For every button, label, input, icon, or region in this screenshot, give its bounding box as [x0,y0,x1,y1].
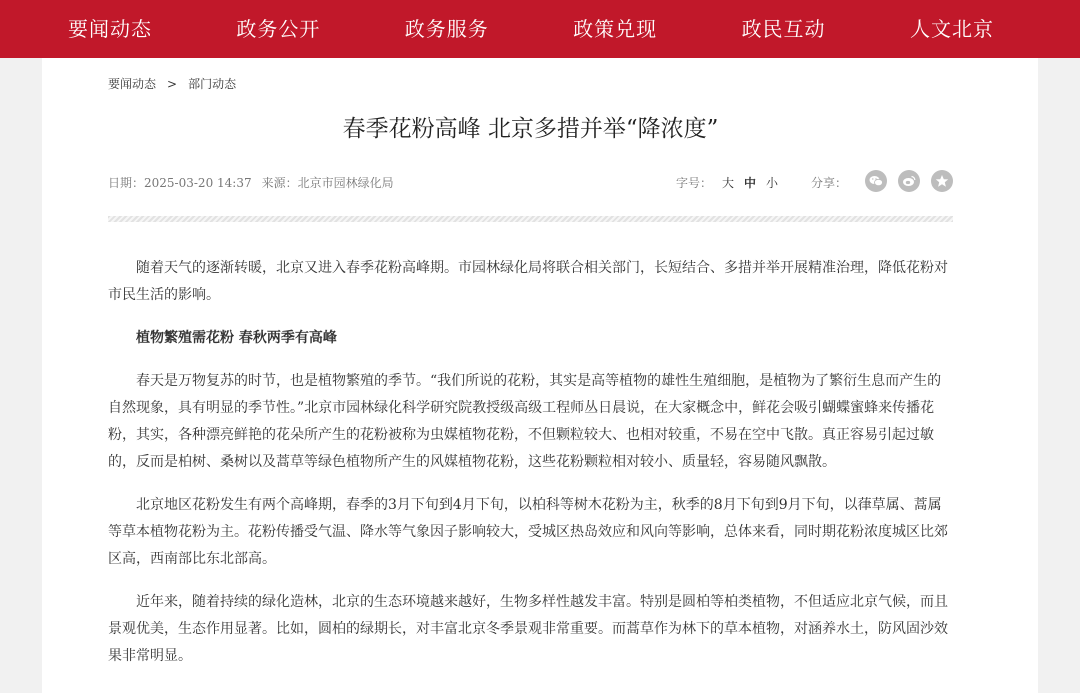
nav-item-culture[interactable]: 人文北京 [909,17,994,41]
article-paragraph: 北京地区花粉发生有两个高峰期，春季的3月下旬到4月下旬，以柏科等树木花粉为主，秋季的8月下旬到9月下旬，以葎草属、蒿属等草本植物花粉为主。花粉传播受气温、降水等气象因子影响较大，受城区热岛效应和风向等影响，总体来看，同时期花粉浓度城区比郊区高，西南部比东北部高。 [108,497,948,567]
date-label: 日期： [108,176,145,190]
font-size-label: 字号： [676,176,713,190]
article-meta [108,171,953,193]
title-divider [108,216,953,222]
article-paragraph: 春天是万物复苏的时节，也是植物繁殖的季节。“我们所说的花粉，其实是高等植物的雄性生殖细胞，是植物为了繁衍生息而产生的自然现象，具有明显的季节性。”北京市园林绿化科学研究院教授级高级工程师丛日晨说，在大家概念中，鲜花会吸引蝴蝶蜜蜂来传播花粉，其实，各种漂亮鲜艳的花朵所产生的花粉被称为虫媒植物花粉，不但颗粒较大、也相对较重，不易在空中飞散。真正容易引起过敏的，反而是柏树、桑树以及蒿草等绿色植物所产生的风媒植物花粉，这些花粉颗粒相对较小、质量轻，容易随风飘散。 [108,373,942,470]
article-body [108,255,953,686]
nav-item-policy[interactable]: 政策兑现 [573,17,658,41]
share-buttons [865,170,964,192]
font-size-large[interactable]: 大 [722,176,735,190]
breadcrumb-level1[interactable]: 要闻动态 [108,77,157,91]
font-size-small[interactable]: 小 [766,176,779,190]
article-subheading: 植物繁殖需花粉 春秋两季有高峰 [136,330,337,346]
content-panel [42,58,1038,693]
share-label: 分享： [811,176,848,190]
article-paragraph: 随着天气的逐渐转暖，北京又进入春季花粉高峰期。市园林绿化局将联合相关部门，长短结合、多措并举开展精准治理，降低花粉对市民生活的影响。 [108,260,948,303]
top-navigation [0,0,1080,58]
nav-item-gov-affairs-open[interactable]: 政务公开 [236,17,321,41]
meta-info [108,174,394,191]
source-label: 来源： [261,176,298,190]
breadcrumb-separator: > [167,77,178,91]
font-size-control [676,174,778,191]
weibo-icon[interactable] [898,170,920,192]
article-paragraph: 近年来，随着持续的绿化造林，北京的生态环境越来越好，生物多样性越发丰富。特别是圆柏等柏类植物，不但适应北京气候，而且景观优美，生态作用显著。比如，圆柏的绿期长，对丰富北京冬季景观非常重要。而蒿草作为林下的草本植物，对涵养水土，防风固沙效果非常明显。 [108,594,948,664]
wechat-icon[interactable] [865,170,887,192]
favorite-icon[interactable] [931,170,953,192]
breadcrumb-level2[interactable]: 部门动态 [188,77,237,91]
publish-date: 2025-03-20 14:37 [144,176,252,190]
font-size-medium[interactable]: 中 [744,176,757,190]
nav-item-gov-services[interactable]: 政务服务 [404,17,489,41]
nav-item-news[interactable]: 要闻动态 [68,17,152,41]
article-source: 北京市园林绿化局 [297,176,394,190]
nav-item-interaction[interactable]: 政民互动 [741,17,826,41]
breadcrumb [108,75,953,92]
article-title: 春季花粉高峰 北京多措并举“降浓度” [342,116,719,142]
